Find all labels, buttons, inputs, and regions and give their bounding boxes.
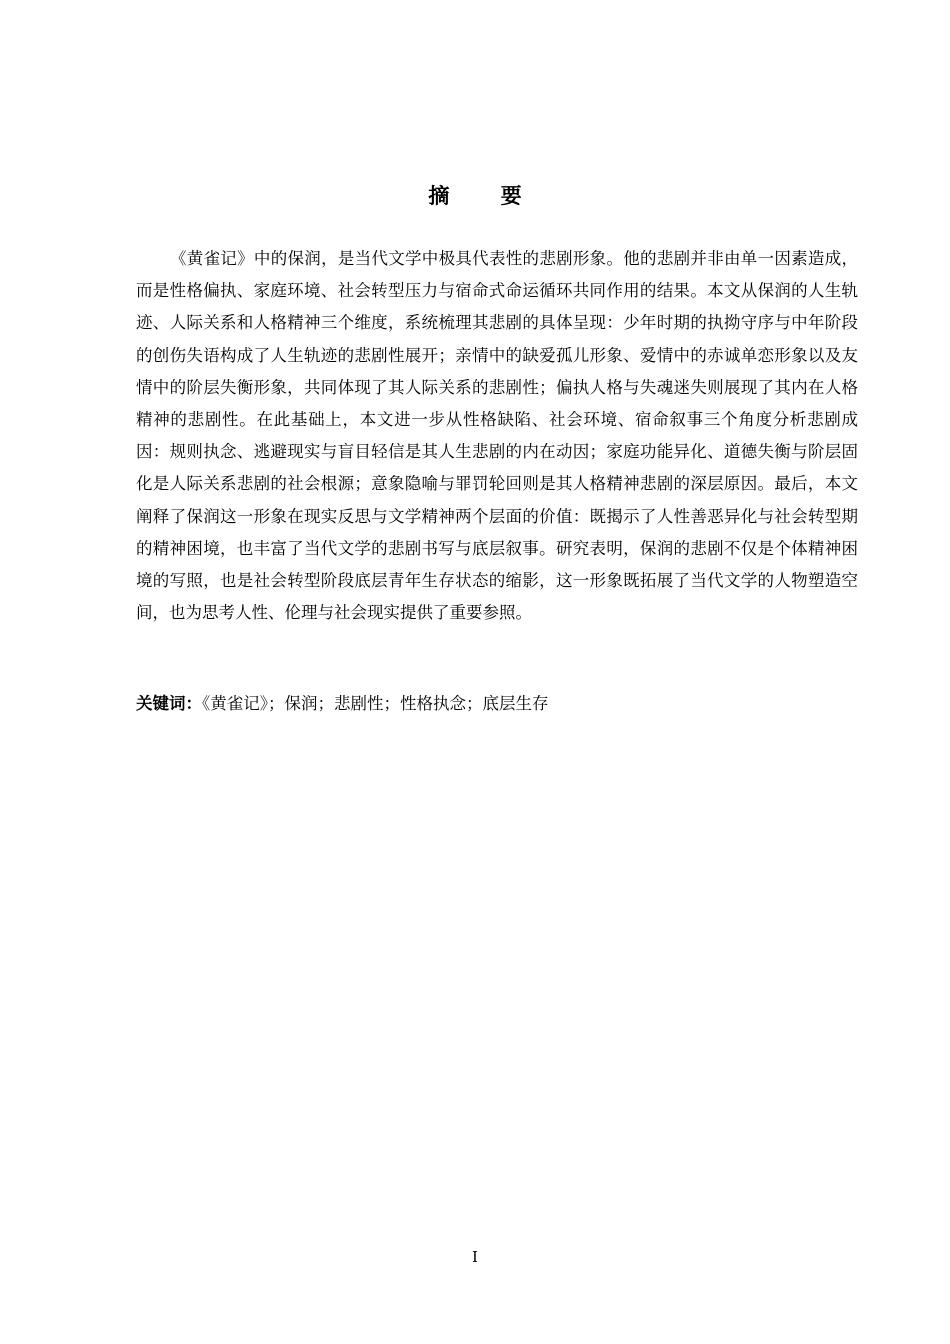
abstract-title: 摘 要: [428, 184, 544, 208]
abstract-body: 《黄雀记》中的保润，是当代文学中极具代表性的悲剧形象。他的悲剧并非由单一因素造成，而是性格偏执、家庭环境、社会转型压力与宿命式命运循环共同作用的结果。本文从保润的人生轨迹、人际关系和人格精神三个维度，系统梳理其悲剧的具体呈现：少年时期的执拗守序与中年阶段的创伤失语构成了人生轨迹的悲剧性展开；亲情中的缺爱孤儿形象、爱情中的赤诚单恋形象以及友情中的阶层失衡形象，共同体现了其人际关系的悲剧性；偏执人格与失魂迷失则展现了其内在人格精神的悲剧性。在此基础上，本文进一步从性格缺陷、社会环境、宿命叙事三个角度分析悲剧成因：规则执念、逃避现实与盲目轻信是其人生悲剧的内在动因；家庭功能异化、道德失衡与阶层固化是人际关系悲剧的社会根源；意象隐喻与罪罚轮回则是其人格精神悲剧的深层原因。最后，本文阐释了保润这一形象在现实反思与文学精神两个层面的价值：既揭示了人性善恶异化与社会转型期的精神困境，也丰富了当代文学的悲剧书写与底层叙事。研究表明，保润的悲剧不仅是个体精神困境的写照，也是社会转型阶段底层青年生存状态的缩影，这一形象既拓展了当代文学的人物塑造空间，也为思考人性、伦理与社会现实提供了重要参照。: [136, 249, 858, 623]
keywords-line: [136, 690, 858, 718]
keywords-text: 《黄雀记》；保润；悲剧性；性格执念；底层生存: [202, 694, 549, 713]
keywords-label: 关键词：: [136, 694, 202, 713]
page-number: I: [472, 1248, 478, 1266]
